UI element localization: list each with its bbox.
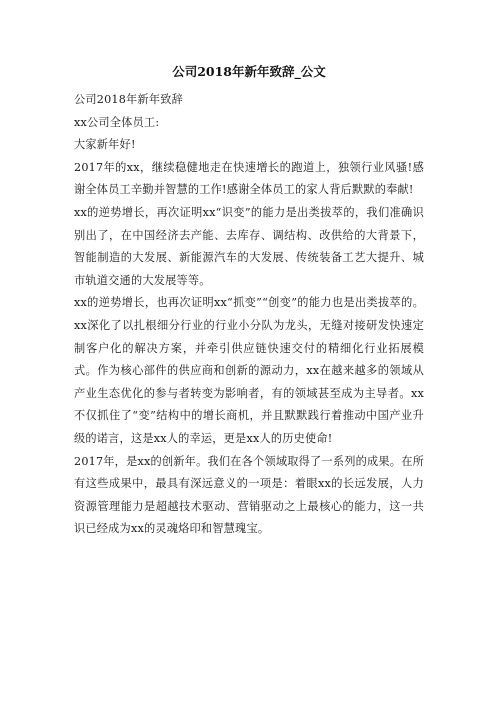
body-paragraph-4: 2017年，是xx的创新年。我们在各个领域取得了一系列的成果。在所有这些成果中，最具有深远意义的一项是：着眼xx的长远发展，人力资源管理能力是超越技术驱动、营销驱动之上最核心的能力，这一共识已经成为xx的灵魂烙印和智慧瑰宝。 (74, 454, 424, 536)
body-paragraph-3: xx的逆势增长，也再次证明xx“抓变”“创变”的能力也是出类拔萃的。xx深化了以扎根细分行业的行业小分队为龙头，无缝对接研发快速定制客户化的解决方案，并牵引供应链快速交付的精细化行业拓展模式。作为核心部件的供应商和创新的源动力，xx在越来越多的领域从产业生态优化的参与者转变为影响者，有的领域甚至成为主导者。xx不仅抓住了“变”结构中的增长商机，并且默默践行着推动中国产业升级的诺言，这是xx人的幸运，更是xx人的历史使命! (74, 296, 424, 445)
greeting: 大家新年好! (74, 138, 136, 152)
subtitle-line: 公司2018年新年致辞 (74, 93, 183, 106)
document-page (74, 62, 424, 541)
body-paragraph-1: 2017年的xx，继续稳健地走在快速增长的跑道上，独领行业风骚!感谢全体员工辛勤并智慧的工作!感谢全体员工的家人背后默默的奉献! (74, 160, 424, 197)
body-paragraph-2: xx的逆势增长，再次证明xx“识变”的能力是出类拔萃的，我们准确识别出了，在中国经济去产能、去库存、调结构、改供给的大背景下，智能制造的大发展、新能源汽车的大发展、传统装备工艺大提升、城市轨道交通的大发展等等。 (74, 205, 424, 287)
salutation: xx公司全体员工: (74, 115, 160, 129)
document-title: 公司2018年新年致辞_公文 (172, 64, 326, 79)
